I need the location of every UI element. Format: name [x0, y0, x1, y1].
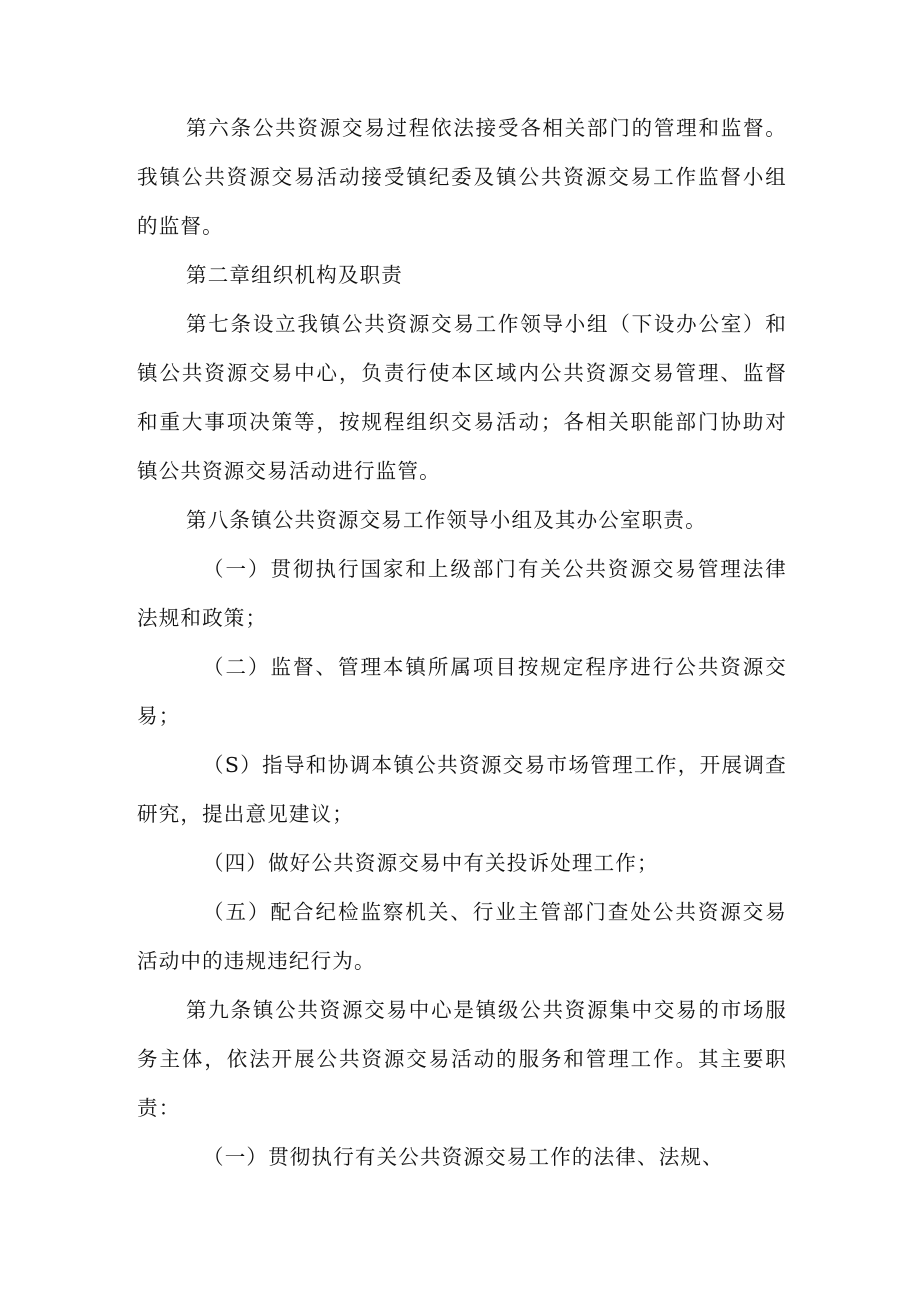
article-7-paragraph: 第七条设立我镇公共资源交易工作领导小组（下设办公室）和镇公共资源交易中心，负责行使本区域内公共资源交易管理、监督和重大事项决策等，按规程组织交易活动；各相关职能部门协助对镇公共资源交易活动进行监管。 — [137, 312, 787, 483]
article-9-paragraph: 第九条镇公共资源交易中心是镇级公共资源集中交易的市场服务主体，依法开展公共资源交易活动的服务和管理工作。其主要职责： — [137, 998, 787, 1120]
article-8-item-5: （五）配合纪检监察机关、行业主管部门查处公共资源交易活动中的违规违纪行为。 — [137, 900, 787, 973]
article-8-item-4: （四）做好公共资源交易中有关投诉处理工作； — [203, 851, 659, 875]
article-6-paragraph: 第六条公共资源交易过程依法接受各相关部门的管理和监督。我镇公共资源交易活动接受镇纪委及镇公共资源交易工作监督小组的监督。 — [137, 116, 787, 238]
article-8-item-2: （二）监督、管理本镇所属项目按规定程序进行公共资源交易； — [137, 655, 787, 728]
article-8-item-1: （一）贯彻执行国家和上级部门有关公共资源交易管理法律法规和政策； — [137, 557, 787, 630]
chapter-2-heading: 第二章组织机构及职责 — [186, 263, 403, 287]
article-9-item-1: （一）贯彻执行有关公共资源交易工作的法律、法规、 — [203, 1145, 724, 1169]
article-8-item-3: （S）指导和协调本镇公共资源交易市场管理工作，开展调查研究，提出意见建议； — [137, 753, 787, 826]
document-page — [137, 104, 787, 1182]
article-8-paragraph: 第八条镇公共资源交易工作领导小组及其办公室职责。 — [186, 508, 707, 532]
